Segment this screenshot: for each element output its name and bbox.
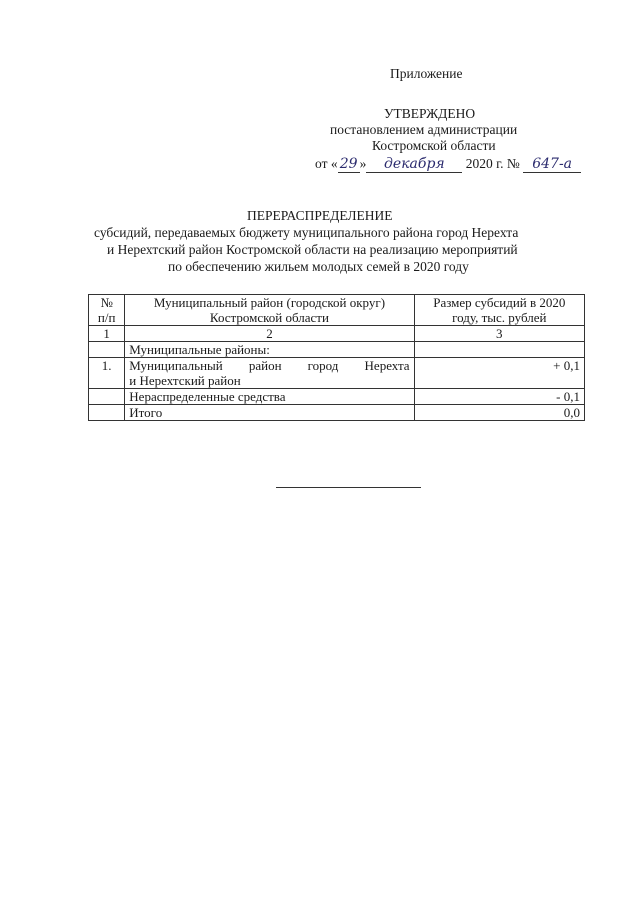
appendix-label: Приложение xyxy=(390,66,463,81)
unallocated-label: Нераспределенные средства xyxy=(125,389,414,405)
date-suffix: 2020 г. № xyxy=(465,156,520,171)
header-amount: Размер субсидий в 2020 году, тыс. рублей xyxy=(414,295,584,326)
date-mid: » xyxy=(359,156,367,171)
row-num: 1. xyxy=(89,358,125,389)
header-district: Муниципальный район (городской округ) Костромской области xyxy=(125,295,414,326)
section-label: Муниципальные районы: xyxy=(125,342,414,358)
approved-by-line: постановлением администрации xyxy=(330,122,518,137)
colnum-3: 3 xyxy=(414,326,584,342)
approved-label: УТВЕРЖДЕНО xyxy=(384,106,476,121)
header-num: № п/п xyxy=(89,295,125,326)
colnum-1: 1 xyxy=(89,326,125,342)
total-amount: 0,0 xyxy=(414,405,584,421)
approval-date-line xyxy=(315,156,581,173)
row-amount: + 0,1 xyxy=(414,358,584,389)
region-line: Костромской области xyxy=(372,138,496,153)
table-row xyxy=(89,358,585,389)
total-label: Итого xyxy=(125,405,414,421)
subsidy-table xyxy=(88,294,585,421)
date-day: 29 xyxy=(338,156,360,173)
unallocated-amount: - 0,1 xyxy=(414,389,584,405)
date-prefix: от « xyxy=(315,156,338,171)
title-line-2: и Нерехтский район Костромской области на реализацию мероприятий xyxy=(107,242,518,257)
row-district: Муниципальный район город Нерехта и Нерехтский район xyxy=(125,358,414,389)
end-divider xyxy=(276,487,421,488)
table-header-row xyxy=(89,295,585,326)
colnum-2: 2 xyxy=(125,326,414,342)
table-colnum-row xyxy=(89,326,585,342)
document-title: ПЕРЕРАСПРЕДЕЛЕНИЕ xyxy=(247,208,393,223)
table-row-section xyxy=(89,342,585,358)
title-line-3: по обеспечению жильем молодых семей в 2020 году xyxy=(168,259,469,274)
date-month: декабря xyxy=(366,156,462,173)
table-row-unallocated xyxy=(89,389,585,405)
title-line-1: субсидий, передаваемых бюджету муниципального района город Нерехта xyxy=(94,225,519,240)
table-row-total xyxy=(89,405,585,421)
document-number: 647-а xyxy=(523,156,581,173)
